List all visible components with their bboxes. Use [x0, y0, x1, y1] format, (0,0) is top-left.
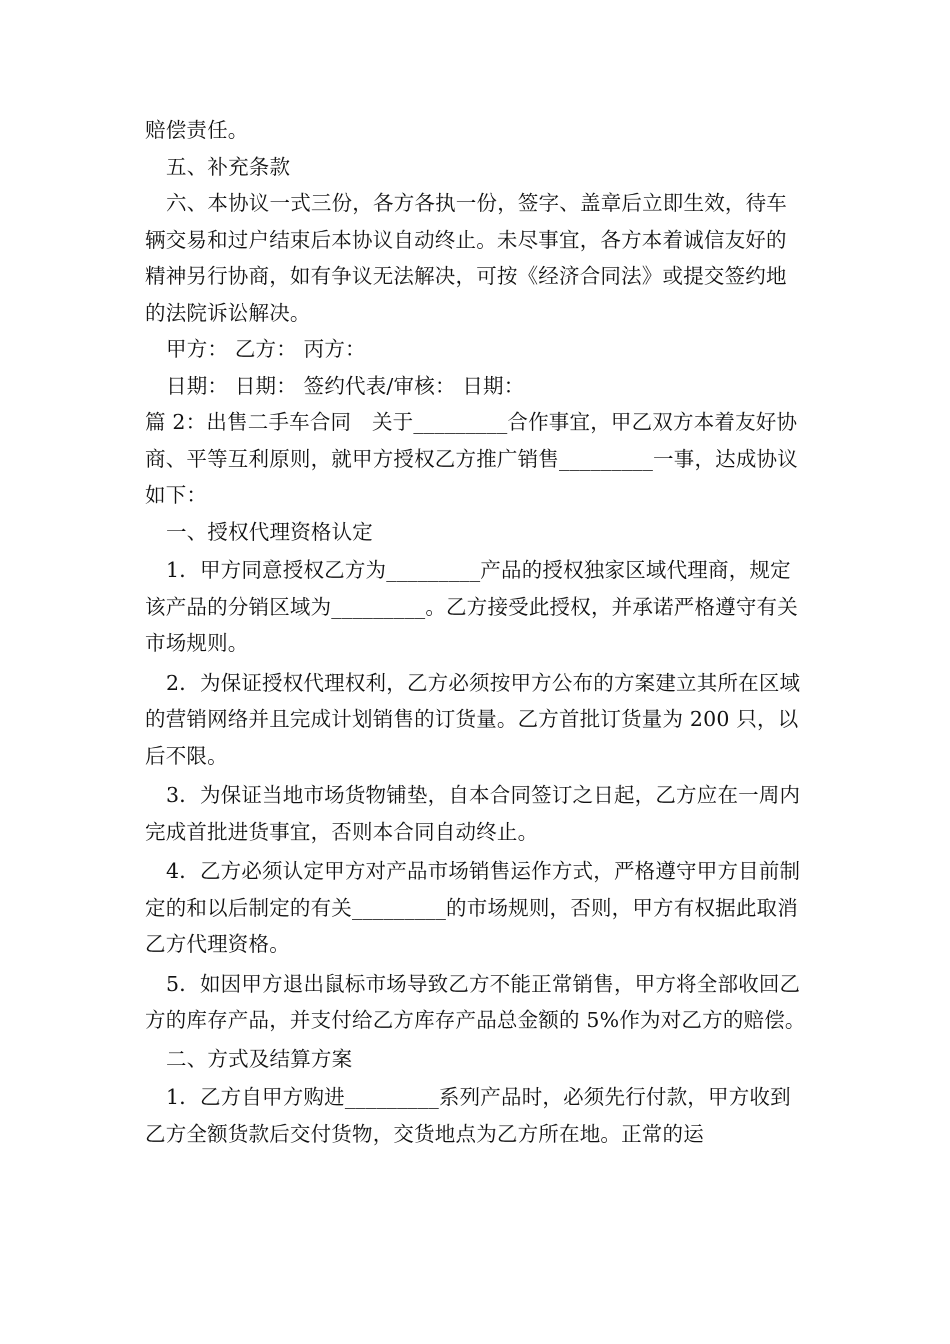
paragraph-liability-end: 赔偿责任。: [145, 118, 249, 142]
heading-payment-settlement: 二、方式及结算方案: [166, 1046, 353, 1071]
clause-3-first-stock: 3．为保证当地市场货物铺垫，自本合同签订之日起，乙方应在一周内完成首批进货事宜，否则本合同自动终止。: [145, 783, 801, 844]
signature-parties-line: 甲方： 乙方： 丙方：: [166, 337, 366, 361]
clause-1-authorization: 1．甲方同意授权乙方为_________产品的授权独家区域代理商，规定该产品的分销区域为_________。乙方接受此授权，并承诺严格遵守有关市场规则。: [145, 558, 798, 655]
paragraph-agreement-copies: 六、本协议一式三份，各方各执一份，签字、盖章后立即生效，待车辆交易和过户结束后本协议自动终止。未尽事宜，各方本着诚信友好的精神另行协商，如有争议无法解决，可按《经济合同法》或提交签约地的法院诉讼解决。: [145, 191, 787, 325]
clause-1-payment: 1．乙方自甲方购进_________系列产品时，必须先行付款，甲方收到乙方全额货款后交付货物，交货地点为乙方所在地。正常的运: [145, 1085, 791, 1146]
clause-4-market-rules: 4．乙方必须认定甲方对产品市场销售运作方式，严格遵守甲方目前制定的和以后制定的有关_________的市场规则，否则，甲方有权据此取消乙方代理资格。: [145, 859, 801, 956]
document-page: [145, 112, 807, 1152]
heading-agency-qualification: 一、授权代理资格认定: [166, 519, 373, 544]
heading-supplementary-terms: 五、补充条款: [166, 154, 291, 179]
clause-5-compensation: 5．如因甲方退出鼠标市场导致乙方不能正常销售，甲方将全部收回乙方的库存产品，并支付给乙方库存产品总金额的 5%作为对乙方的赔偿。: [145, 971, 806, 1032]
clause-2-sales-network: 2．为保证授权代理权利，乙方必须按甲方公布的方案建立其所在区域的营销网络并且完成计划销售的订货量。乙方首批订货量为 200 只，以后不限。: [145, 670, 801, 768]
signature-dates-line: 日期： 日期： 签约代表/审核： 日期：: [166, 373, 525, 398]
paragraph-part2-intro: 篇 2：出售二手车合同 关于_________合作事宜，甲乙双方本着友好协商、平等互利原则，就甲方授权乙方推广销售_________一事，达成协议如下：: [145, 410, 798, 507]
